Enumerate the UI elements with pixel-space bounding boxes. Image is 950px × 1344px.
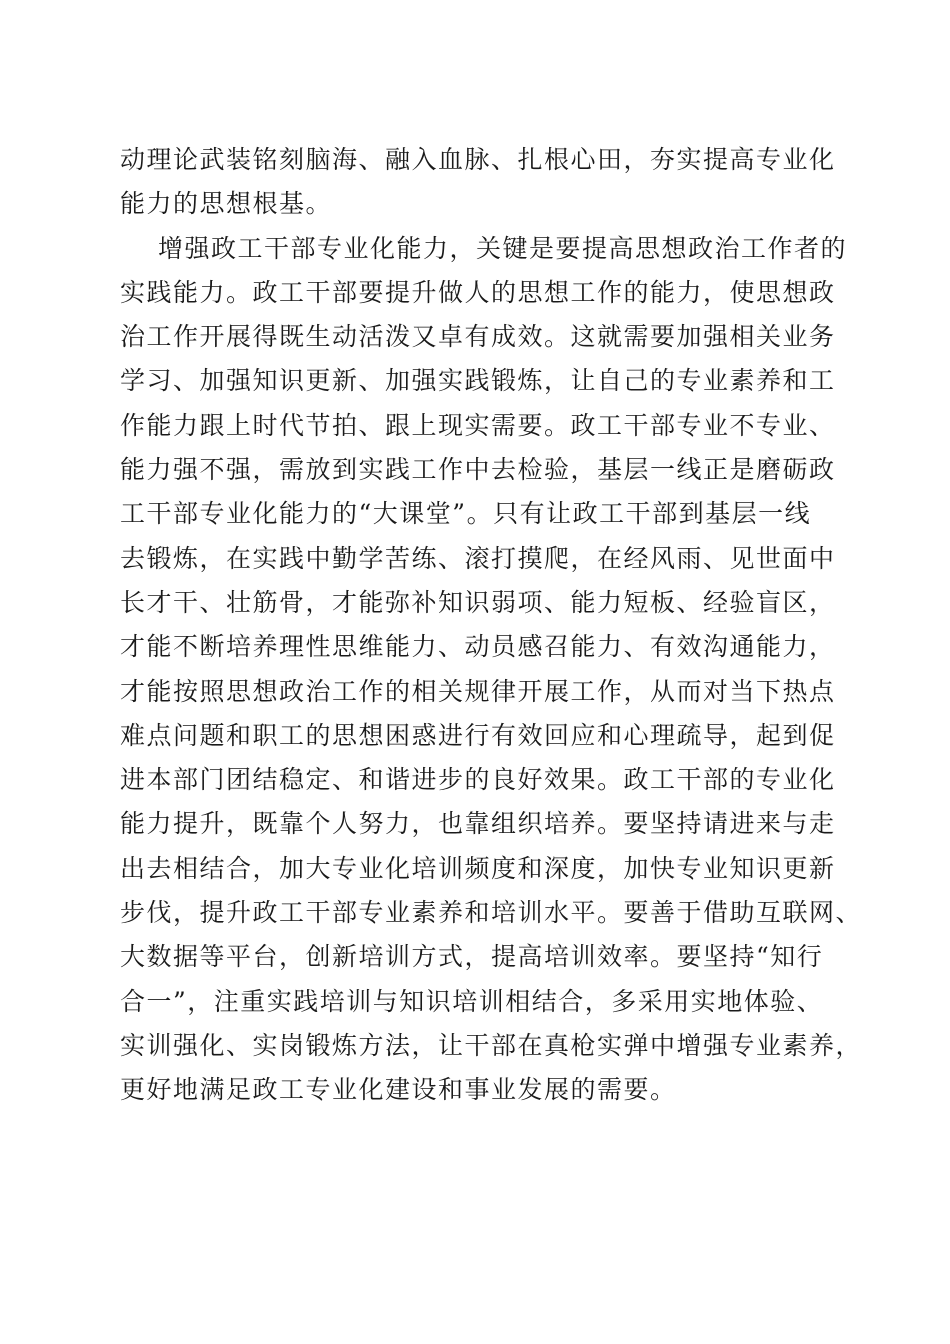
text-line: 出去相结合，加大专业化培训频度和深度，加快专业知识更新 — [120, 853, 836, 883]
text-line: 能力强不强，需放到实践工作中去检验，基层一线正是磨砺政 — [120, 455, 836, 485]
text-line: 增强政工干部专业化能力，关键是要提高思想政治工作者的 — [158, 233, 848, 263]
text-line: 作能力跟上时代节拍、跟上现实需要。政工干部专业不专业、 — [120, 410, 836, 440]
text-line: 步伐，提升政工干部专业素养和培训水平。要善于借助互联网、 — [120, 898, 863, 928]
text-line: 治工作开展得既生动活泼又卓有成效。这就需要加强相关业务 — [120, 322, 836, 352]
text-line: 学习、加强知识更新、加强实践锻炼，让自己的专业素养和工 — [120, 366, 836, 396]
paragraph-2 — [120, 227, 863, 1113]
text-line: 能力的思想根基。 — [120, 189, 333, 219]
document-body — [120, 138, 863, 1113]
text-line: 去锻炼，在实践中勤学苦练、滚打摸爬，在经风雨、见世面中 — [120, 543, 836, 573]
text-line: 大数据等平台，创新培训方式，提高培训效率。要坚持“知行 — [120, 942, 824, 972]
text-line: 难点问题和职工的思想困惑进行有效回应和心理疏导，起到促 — [120, 720, 836, 750]
text-line: 能力提升，既靠个人努力，也靠组织培养。要坚持请进来与走 — [120, 809, 836, 839]
text-line: 实训强化、实岗锻炼方法，让干部在真枪实弹中增强专业素养， — [120, 1030, 863, 1060]
text-line: 动理论武装铭刻脑海、融入血脉、扎根心田，夯实提高专业化 — [120, 145, 836, 174]
text-line: 实践能力。政工干部要提升做人的思想工作的能力，使思想政 — [120, 277, 836, 307]
text-line: 工干部专业化能力的“大课堂”。只有让政工干部到基层一线 — [120, 499, 812, 529]
text-line: 才能不断培养理性思维能力、动员感召能力、有效沟通能力， — [120, 632, 836, 662]
paragraph-1 — [120, 138, 840, 227]
text-line: 更好地满足政工专业化建设和事业发展的需要。 — [120, 1075, 677, 1105]
text-line: 才能按照思想政治工作的相关规律开展工作，从而对当下热点 — [120, 676, 836, 706]
text-line: 合一”，注重实践培训与知识培训相结合，多采用实地体验、 — [120, 986, 824, 1016]
text-line: 进本部门团结稳定、和谐进步的良好效果。政工干部的专业化 — [120, 765, 836, 795]
text-line: 长才干、壮筋骨，才能弥补知识弱项、能力短板、经验盲区， — [120, 587, 836, 617]
